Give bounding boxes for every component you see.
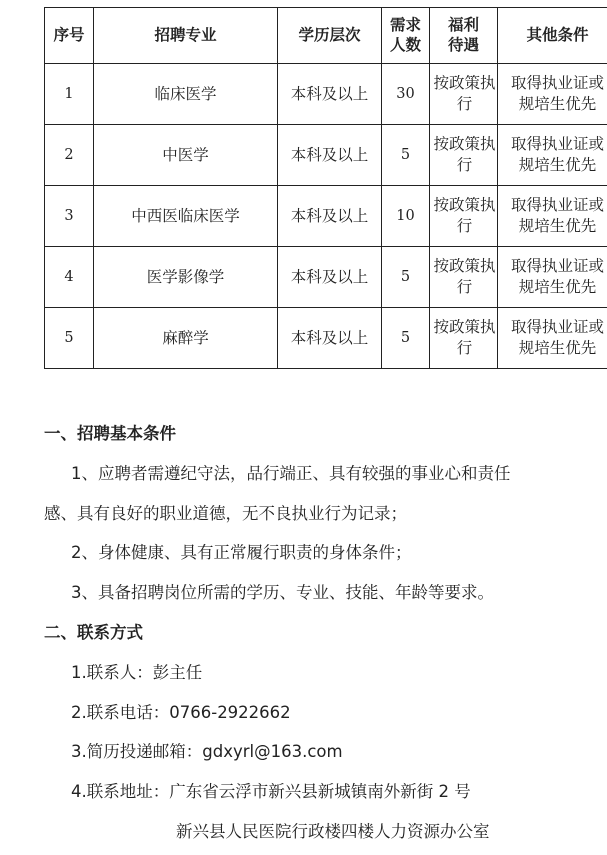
- cell-quota: 5: [382, 125, 430, 186]
- cell-welfare: 按政策执行: [430, 247, 498, 308]
- cell-major: 中医学: [94, 125, 278, 186]
- contact-person: 1.联系人：彭主任: [71, 663, 203, 682]
- section2-heading: 二、联系方式: [44, 623, 143, 642]
- contact-email: 3.简历投递邮箱：gdxyrl@163.com: [71, 742, 343, 761]
- table-row: [45, 64, 607, 125]
- cell-seq: 1: [45, 64, 94, 125]
- cell-quota: 10: [382, 186, 430, 247]
- cell-education: 本科及以上: [278, 125, 382, 186]
- requirement-1-line2: 感、具有良好的职业道德，无不良执业行为记录；: [44, 504, 407, 523]
- cell-quota: 5: [382, 308, 430, 369]
- cell-major: 医学影像学: [94, 247, 278, 308]
- cell-other: 取得执业证或规培生优先: [498, 247, 607, 308]
- header-education: 学历层次: [278, 8, 382, 64]
- cell-quota: 5: [382, 247, 430, 308]
- cell-major: 中西医临床医学: [94, 186, 278, 247]
- cell-other: 取得执业证或规培生优先: [498, 186, 607, 247]
- requirement-1-line1: 1、应聘者需遵纪守法，品行端正、具有较强的事业心和责任: [71, 464, 511, 483]
- header-quota: 需求人数: [382, 8, 430, 64]
- requirement-3: 3、具备招聘岗位所需的学历、专业、技能、年龄等要求。: [71, 583, 494, 602]
- table-row: [45, 308, 607, 369]
- cell-quota: 30: [382, 64, 430, 125]
- table-row: [45, 186, 607, 247]
- contact-phone: 2.联系电话：0766-2922662: [71, 703, 291, 722]
- header-major: 招聘专业: [94, 8, 278, 64]
- cell-education: 本科及以上: [278, 247, 382, 308]
- cell-other: 取得执业证或规培生优先: [498, 125, 607, 186]
- header-seq: 序号: [45, 8, 94, 64]
- cell-education: 本科及以上: [278, 64, 382, 125]
- cell-other: 取得执业证或规培生优先: [498, 64, 607, 125]
- cell-seq: 2: [45, 125, 94, 186]
- cell-major: 麻醉学: [94, 308, 278, 369]
- cell-seq: 5: [45, 308, 94, 369]
- header-welfare: 福利待遇: [430, 8, 498, 64]
- cell-seq: 3: [45, 186, 94, 247]
- contact-address-line1: 4.联系地址：广东省云浮市新兴县新城镇南外新街 2 号: [71, 782, 471, 801]
- requirement-2: 2、身体健康、具有正常履行职责的身体条件；: [71, 543, 412, 562]
- cell-welfare: 按政策执行: [430, 308, 498, 369]
- table-header-row: [45, 8, 607, 64]
- section1-heading: 一、招聘基本条件: [44, 424, 176, 443]
- cell-education: 本科及以上: [278, 186, 382, 247]
- cell-welfare: 按政策执行: [430, 125, 498, 186]
- cell-welfare: 按政策执行: [430, 64, 498, 125]
- cell-major: 临床医学: [94, 64, 278, 125]
- cell-seq: 4: [45, 247, 94, 308]
- header-other: 其他条件: [498, 8, 607, 64]
- cell-education: 本科及以上: [278, 308, 382, 369]
- table-row: [45, 125, 607, 186]
- table-row: [45, 247, 607, 308]
- cell-welfare: 按政策执行: [430, 186, 498, 247]
- recruitment-table: [44, 7, 607, 369]
- contact-address-line2: 新兴县人民医院行政楼四楼人力资源办公室: [176, 822, 490, 841]
- cell-other: 取得执业证或规培生优先: [498, 308, 607, 369]
